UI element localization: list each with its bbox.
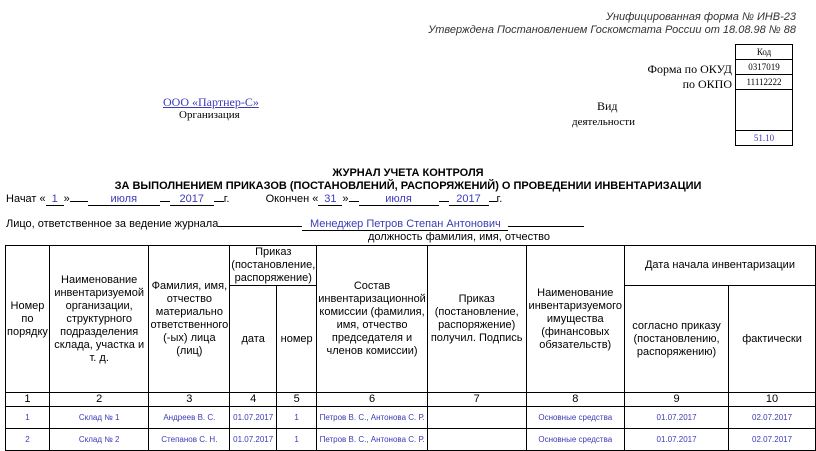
row-by-order: 01.07.2017	[624, 407, 728, 429]
header-num: Номер по порядку	[6, 246, 50, 393]
column-number: 2	[49, 393, 149, 407]
organization-caption: Организация	[179, 109, 240, 121]
column-number: 4	[230, 393, 277, 407]
start-year: 2017	[170, 193, 214, 206]
header-order-number: номер	[277, 286, 317, 393]
row-commission: Петров В. С., Антонова С. Р.	[317, 429, 428, 451]
journal-title-line2: ЗА ВЫПОЛНЕНИЕМ ПРИКАЗОВ (ПОСТАНОВЛЕНИЙ, РАСПОРЯЖЕНИЙ) О ПРОВЕДЕНИИ ИНВЕНТАРИЗАЦИИ	[114, 180, 702, 192]
column-number: 7	[427, 393, 526, 407]
row-actual: 02.07.2017	[729, 429, 816, 451]
column-number: 10	[729, 393, 816, 407]
row-by-order: 01.07.2017	[624, 429, 728, 451]
end-label: Окончен «	[265, 193, 319, 205]
column-number: 9	[624, 393, 728, 407]
codes-header: Код	[736, 45, 792, 60]
row-order-no: 1	[277, 429, 317, 451]
okpo-label: по ОКПО	[682, 77, 732, 91]
header-start-date: Дата начала инвентаризации	[624, 246, 815, 286]
approval-note: Утверждена Постановлением Госкомстата России от 18.08.98 № 88	[428, 24, 796, 36]
row-property: Основные средства	[526, 407, 624, 429]
row-commission: Петров В. С., Антонова С. Р.	[317, 407, 428, 429]
row-date: 01.07.2017	[230, 429, 277, 451]
row-received	[427, 407, 526, 429]
responsible-value: Менеджер Петров Степан Антонович	[302, 218, 508, 231]
header-commission: Состав инвентаризационной комиссии (фамилия, имя, отчество председателя и членов комиссии)	[317, 246, 428, 393]
header-fio: Фамилия, имя, отчество материально ответственного (-ых) лица (лиц)	[149, 246, 230, 393]
header-name: Наименование инвентаризуемой организации, структурного подразделения склада, участка и т. д.	[49, 246, 149, 393]
end-month: июля	[359, 193, 439, 206]
start-day: 1	[46, 193, 64, 206]
end-day: 31	[318, 193, 342, 206]
header-received: Приказ (постановление, распоряжение) получил. Подпись	[427, 246, 526, 393]
responsible-line	[6, 218, 584, 231]
codes-empty	[736, 90, 792, 131]
okpo-value: 11112222	[736, 75, 792, 90]
end-close-quote: »	[342, 193, 349, 205]
table-row	[6, 407, 816, 429]
row-name: Склад № 2	[49, 429, 149, 451]
header-actual: фактически	[729, 286, 816, 393]
journal-title-line1: ЖУРНАЛ УЧЕТА КОНТРОЛЯ	[332, 167, 484, 179]
column-number: 3	[149, 393, 230, 407]
end-year-suffix: г.	[496, 193, 503, 205]
row-property: Основные средства	[526, 429, 624, 451]
row-received	[427, 429, 526, 451]
column-number: 8	[526, 393, 624, 407]
end-year: 2017	[449, 193, 489, 206]
codes-box	[735, 44, 793, 146]
activity-value: 51.10	[753, 133, 775, 143]
header-by-order: согласно приказу (постановлению, распоряжению)	[624, 286, 728, 393]
row-num: 2	[6, 429, 50, 451]
organization-name: ООО «Партнер-С»	[163, 95, 259, 109]
row-actual: 02.07.2017	[729, 407, 816, 429]
column-number: 1	[6, 393, 50, 407]
start-year-suffix: г.	[223, 193, 230, 205]
row-fio: Андреев В. С.	[149, 407, 230, 429]
activity-label-2: деятельности	[572, 116, 635, 128]
okud-label: Форма по ОКУД	[647, 62, 732, 76]
responsible-caption: должность фамилия, имя, отчество	[368, 231, 551, 243]
start-close-quote: »	[63, 193, 70, 205]
row-num: 1	[6, 407, 50, 429]
okud-value: 0317019	[736, 60, 792, 75]
row-name: Склад № 1	[49, 407, 149, 429]
column-numbers-row	[6, 393, 816, 407]
column-number: 6	[317, 393, 428, 407]
row-fio: Степанов С. Н.	[149, 429, 230, 451]
period-line	[6, 193, 502, 206]
table-row	[6, 429, 816, 451]
row-order-no: 1	[277, 407, 317, 429]
inventory-control-table	[5, 245, 816, 451]
header-order: Приказ (постановление, распоряжение)	[231, 246, 316, 284]
unified-form-label: Унифицированная форма № ИНВ-23	[606, 11, 796, 23]
row-date: 01.07.2017	[230, 407, 277, 429]
column-number: 5	[277, 393, 317, 407]
activity-label-1: Вид	[597, 99, 618, 113]
header-property: Наименование инвентаризуемого имущества (финансовых обязательств)	[526, 246, 624, 393]
responsible-label: Лицо, ответственное за ведение журнала	[6, 218, 219, 230]
start-label: Начат «	[6, 193, 46, 205]
header-order-date: дата	[230, 286, 277, 393]
start-month: июля	[88, 193, 160, 206]
